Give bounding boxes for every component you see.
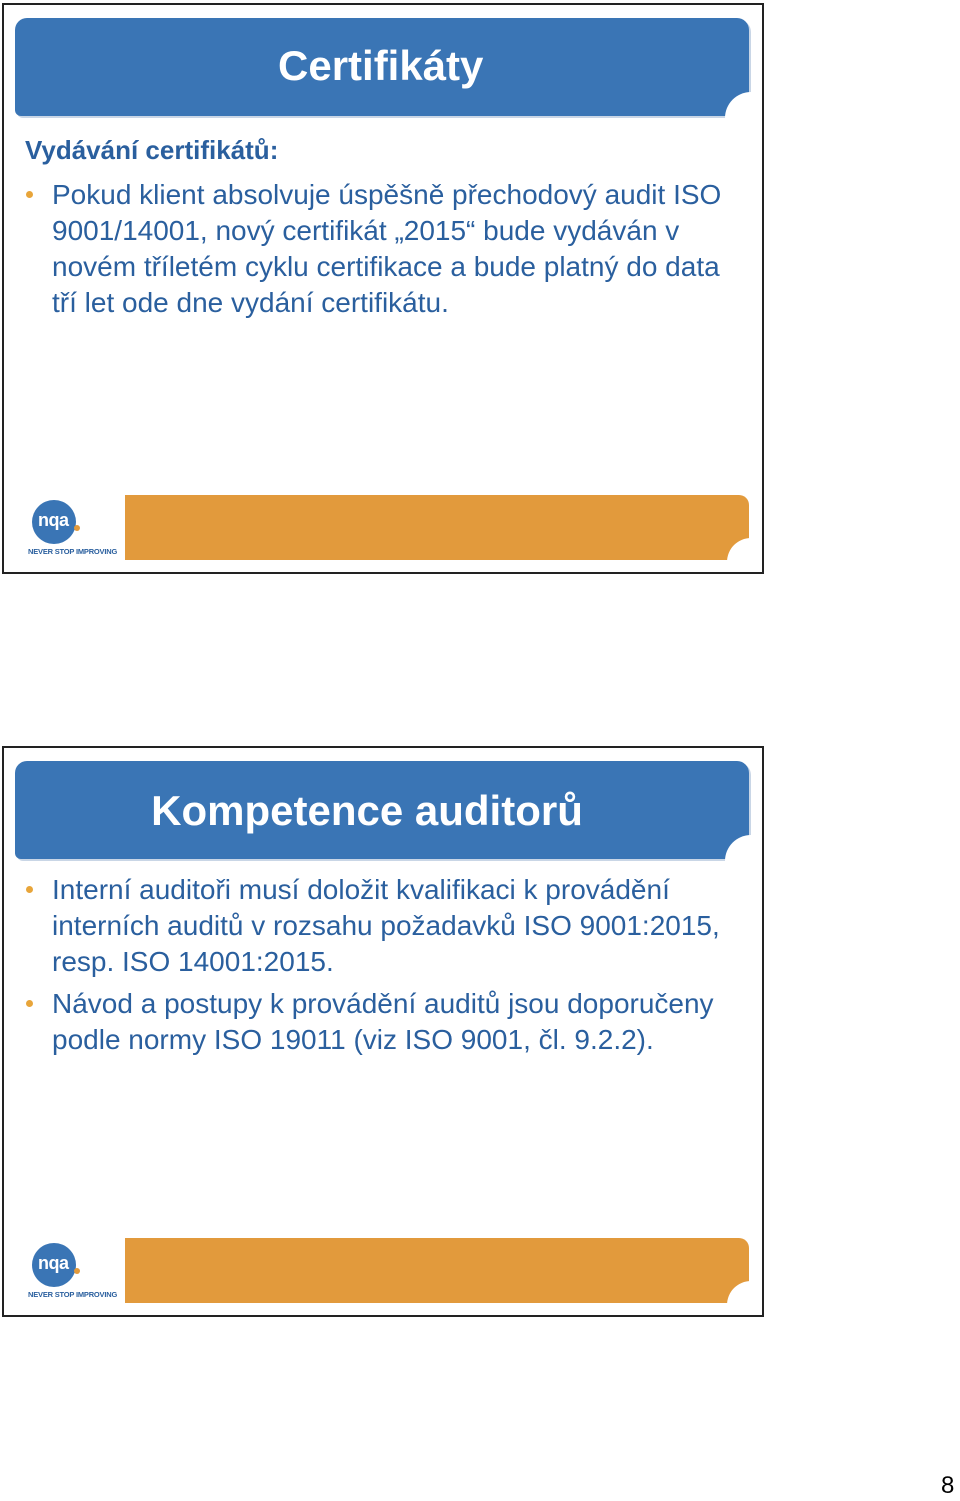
page-number: 8 (941, 1472, 955, 1499)
bullet-text: Pokud klient absolvuje úspěšně přechodový audit ISO 9001/14001, nový certifikát „2015“ bude vydáván v novém tříletém cyklu certifikace a bude platný do data tří let ode dne vydání certifikátu. (52, 179, 722, 318)
logo-text: nqa (38, 1253, 69, 1273)
logo-dot-icon (74, 525, 80, 531)
bullet-list (4, 177, 744, 327)
logo-text: nqa (38, 510, 69, 530)
footer-bar (15, 495, 749, 560)
title-bar (15, 18, 749, 116)
slide-subheading: Vydávání certifikátů: (25, 135, 279, 165)
slide-title: Kompetence auditorů (151, 787, 583, 834)
slide-certifikaty (2, 3, 764, 574)
bullet-text: Návod a postupy k provádění auditů jsou doporučeny podle normy ISO 19011 (viz ISO 9001, čl. 9.2.2). (52, 988, 714, 1055)
logo-dot-icon (74, 1268, 80, 1274)
title-bar (15, 761, 749, 859)
bullet-item (4, 986, 744, 1058)
nqa-logo (15, 495, 125, 560)
logo-tagline: NEVER STOP IMPROVING (28, 547, 118, 556)
slide-kompetence-auditoru (2, 746, 764, 1317)
bullet-item (4, 872, 744, 980)
nqa-logo (15, 1238, 125, 1303)
slide-title: Certifikáty (278, 42, 484, 89)
bullet-icon (26, 191, 33, 198)
logo-tagline: NEVER STOP IMPROVING (28, 1290, 118, 1299)
footer-bar (15, 1238, 749, 1303)
bullet-text: Interní auditoři musí doložit kvalifikaci k provádění interních auditů v rozsahu požadavků ISO 9001:2015, resp. ISO 14001:2015. (52, 874, 720, 977)
bullet-icon (26, 886, 33, 893)
bullet-list (4, 872, 744, 1064)
bullet-item (4, 177, 744, 321)
bullet-icon (26, 1000, 33, 1007)
